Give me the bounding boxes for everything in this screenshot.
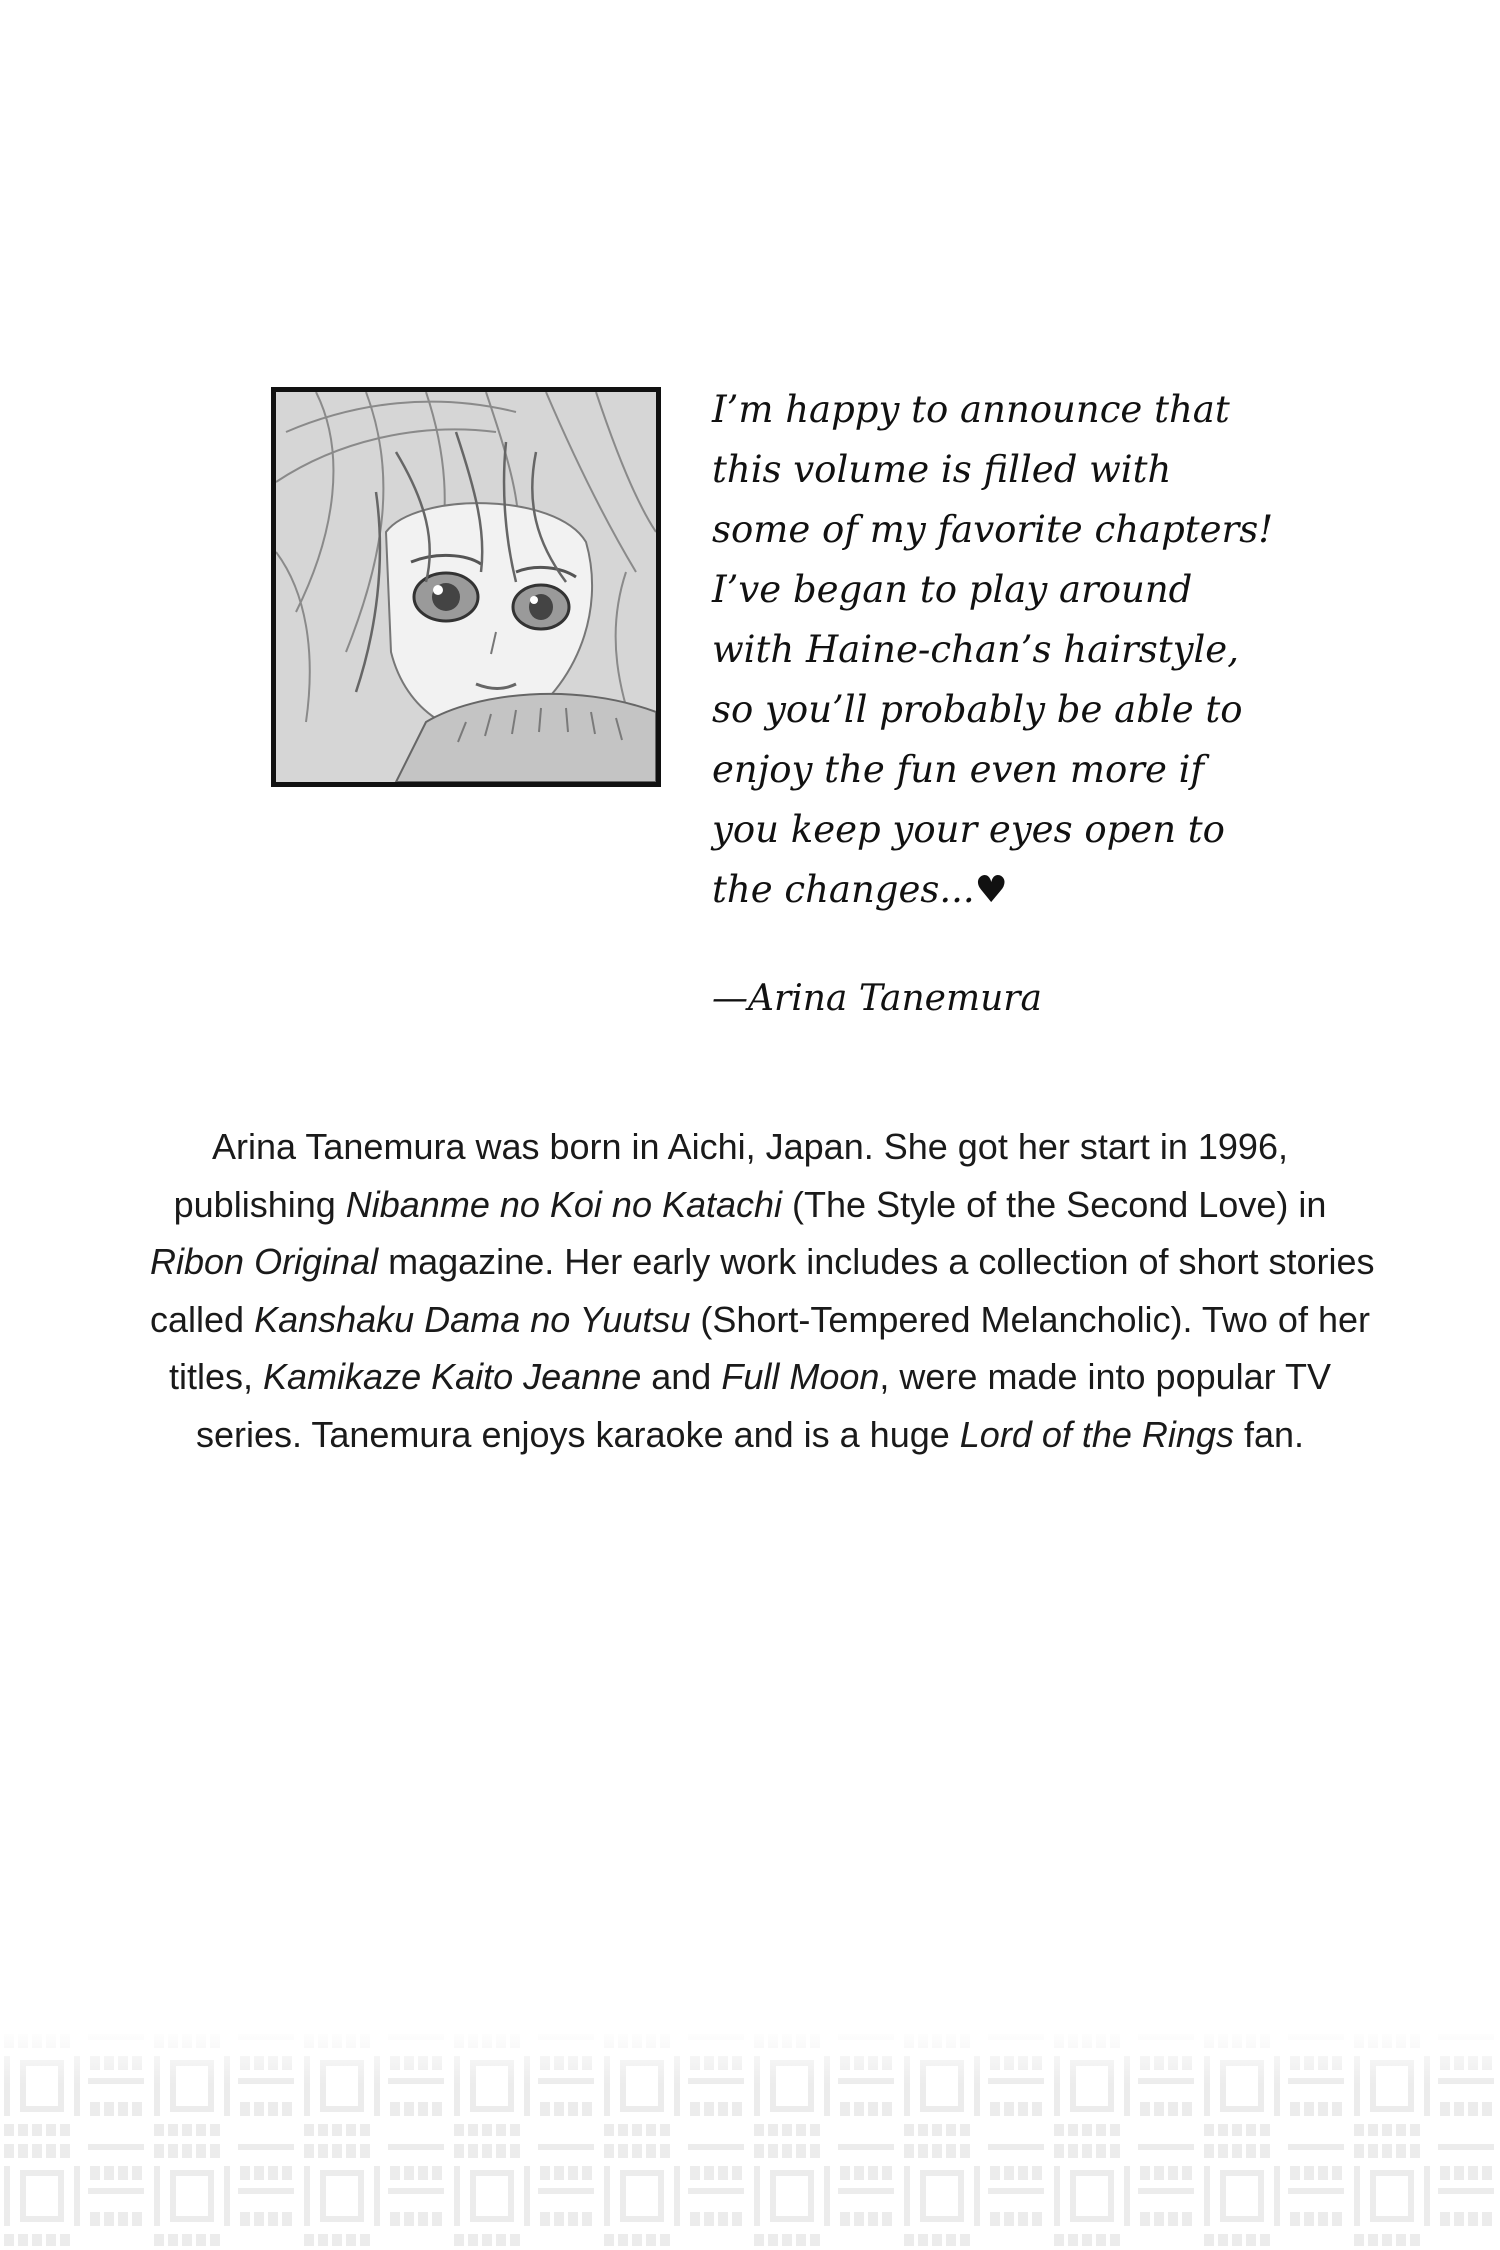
bio-text: titles, xyxy=(169,1356,264,1397)
message-line: with Haine-chan’s hairstyle, xyxy=(712,628,1239,671)
bio-line xyxy=(150,1291,1370,1349)
bio-line xyxy=(150,1348,1350,1406)
bio-work-title: Lord of the Rings xyxy=(959,1413,1234,1455)
portrait-illustration xyxy=(276,392,656,782)
bio-text: series. Tanemura enjoys karaoke and is a huge xyxy=(195,1413,960,1455)
bio-text: , were made into popular TV xyxy=(879,1356,1331,1397)
bio-text: and xyxy=(641,1356,722,1397)
message-line: you keep your eyes open to xyxy=(712,808,1225,851)
bio-work-title: Full Moon xyxy=(721,1356,880,1397)
bio-work-title: Kamikaze Kaito Jeanne xyxy=(263,1356,642,1397)
bio-line xyxy=(150,1233,1375,1291)
bio-work-title: Ribon Original xyxy=(150,1241,379,1282)
bio-text: magazine. Her early work includes a collection of short stories xyxy=(378,1241,1375,1282)
bio-text: (Short-Tempered Melancholic). Two of her xyxy=(690,1298,1370,1340)
bio-line xyxy=(150,1118,1350,1176)
lattice-pattern xyxy=(0,2030,1500,2250)
bio-text: (The Style of the Second Love) in xyxy=(782,1183,1327,1225)
bio-text: publishing xyxy=(173,1183,346,1225)
message-line: I’m happy to announce that xyxy=(712,388,1230,431)
bio-work-title: Nibanme no Koi no Katachi xyxy=(345,1183,783,1225)
bio-line xyxy=(150,1176,1350,1234)
decorative-pattern-border xyxy=(0,2030,1500,2250)
author-message xyxy=(712,380,1352,920)
message-line: I’ve began to play around xyxy=(712,568,1193,611)
bio-text: called xyxy=(150,1298,255,1340)
bio-text: fan. xyxy=(1233,1413,1305,1455)
author-bio xyxy=(150,1118,1375,1463)
message-line: this volume is filled with xyxy=(712,448,1172,491)
author-signature: —Arina Tanemura xyxy=(712,978,1042,1019)
author-portrait xyxy=(271,387,661,787)
message-line: some of my favorite chapters! xyxy=(712,508,1274,551)
message-line: so you’ll probably be able to xyxy=(712,688,1243,731)
bio-line xyxy=(150,1406,1350,1464)
message-line: the changes...♥ xyxy=(712,868,1008,911)
bio-text: Arina Tanemura was born in Aichi, Japan. She got her start in 1996, xyxy=(212,1126,1288,1167)
bio-work-title: Kanshaku Dama no Yuutsu xyxy=(254,1298,691,1340)
message-line: enjoy the fun even more if xyxy=(712,748,1205,791)
